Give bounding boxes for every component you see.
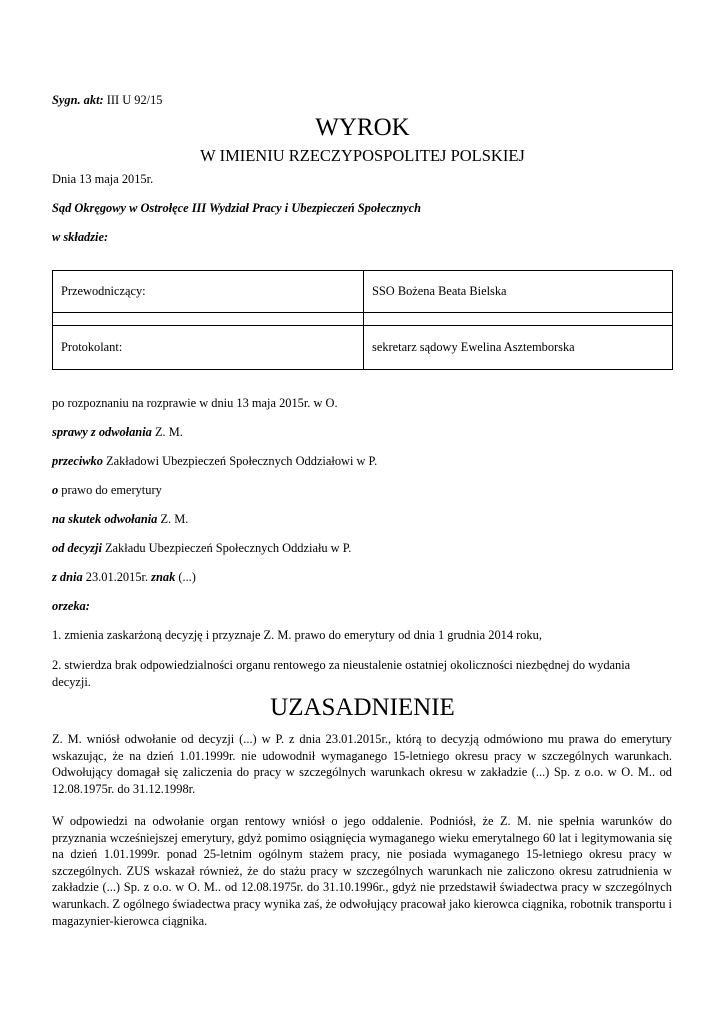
against-line [52,454,377,469]
subject-value: prawo do emerytury [58,483,162,497]
composition-name: sekretarz sądowy Ewelina Asztemborska [364,326,673,370]
decision-date-line [52,570,196,585]
appeal-value: Z. M. [151,425,183,439]
against-label: przeciwko [52,454,103,468]
case-signature-value: III U 92/15 [103,93,163,107]
table-row [53,326,673,370]
composition-table [52,270,673,370]
table-row [53,313,673,326]
rules-label: orzeka: [52,599,90,613]
case-signature-label: Sygn. akt: [52,93,104,107]
judgment-date: Dnia 13 maja 2015r. [52,172,154,186]
ruling-item: 2. stwierdza brak odpowiedzialności organu rentowego za nieustalenie ostatniej okoliczności niezbędnej do wydania decyzji. [52,658,631,689]
court-name: Sąd Okręgowy w Ostrołęce III Wydział Pracy i Ubezpieczeń Społecznych [52,201,422,215]
document-title: WYROK [315,114,410,141]
justification-paragraph: Z. M. wniósł odwołanie od decyzji (...) w P. z dnia 23.01.2015r., którą to decyzją odmówiono mu prawa do emerytury wskazując, że na dzień 1.01.1999r. nie udowodnił wymaganego 15-letniego okresu pracy w szczególnych warunkach. Odwołujący domagał się zaliczenia do pracy w szczególnych warunkach okresu w zakładzie (...) Sp. z o.o. w O. M.. od 12.08.1975r. do 31.12.1998r. [52,732,672,796]
subject-line [52,483,162,498]
composition-role: Przewodniczący: [53,271,364,313]
appeal-line [52,425,183,440]
composition-label: w składzie: [52,230,109,244]
decision-line [52,541,351,556]
case-signature [52,93,162,108]
decision-sign-value: (...) [175,570,196,584]
composition-name: SSO Bożena Beata Bielska [364,271,673,313]
following-appeal-line [52,512,188,527]
composition-name [364,313,673,326]
appeal-label: sprawy z odwołania [52,425,152,439]
decision-date-value: 23.01.2015r. [82,570,152,584]
composition-role [53,313,364,326]
justification-paragraph: W odpowiedzi na odwołanie organ rentowy wniósł o jego oddalenie. Podniósł, że Z. M. nie spełnia warunków do przyznania wcześniejszej emerytury, gdyż pomimo osiągnięcia wymaganego wieku emerytalnego 60 lat i legitymowania się na dzień 1.01.1999r. ponad 25-letnim ogólnym stażem pracy, nie posiada wymaganego 15-letniego okresu pracy w szczególnych. ZUS wskazał również, że do stażu pracy w szczególnych warunkach nie zaliczono okresu zatrudnienia w zakładzie (...) Sp. z o.o. w O. M.. od 12.08.1975r. do 31.10.1996r., gdyż nie przedstawił świadectwa pracy w szczególnych warunkach. Z ogólnego świadectwa pracy wynika zaś, że odwołujący pracował jako kierowca ciągnika, robotnik transportu i magazynier-kierowca ciągnika. [52,814,672,928]
decision-label: od decyzji [52,541,102,555]
decision-value: Zakładu Ubezpieczeń Społecznych Oddziału w P. [101,541,352,555]
against-value: Zakładowi Ubezpieczeń Społecznych Oddziałowi w P. [102,454,378,468]
ruling-item: 1. zmienia zaskarżoną decyzję i przyznaje Z. M. prawo do emerytury od dnia 1 grudnia 2014 roku, [52,628,542,642]
justification-title: UZASADNIENIE [270,694,455,721]
following-appeal-label: na skutek odwołania [52,512,158,526]
composition-role: Protokolant: [53,326,364,370]
following-appeal-value: Z. M. [157,512,189,526]
hearing-intro: po rozpoznaniu na rozprawie w dniu 13 maja 2015r. w O. [52,396,338,410]
decision-date-label: z dnia [52,570,83,584]
document-subtitle: W IMIENIU RZECZYPOSPOLITEJ POLSKIEJ [200,146,525,165]
table-row [53,271,673,313]
subject-label: o [52,483,59,497]
decision-sign-label: znak [151,570,176,584]
